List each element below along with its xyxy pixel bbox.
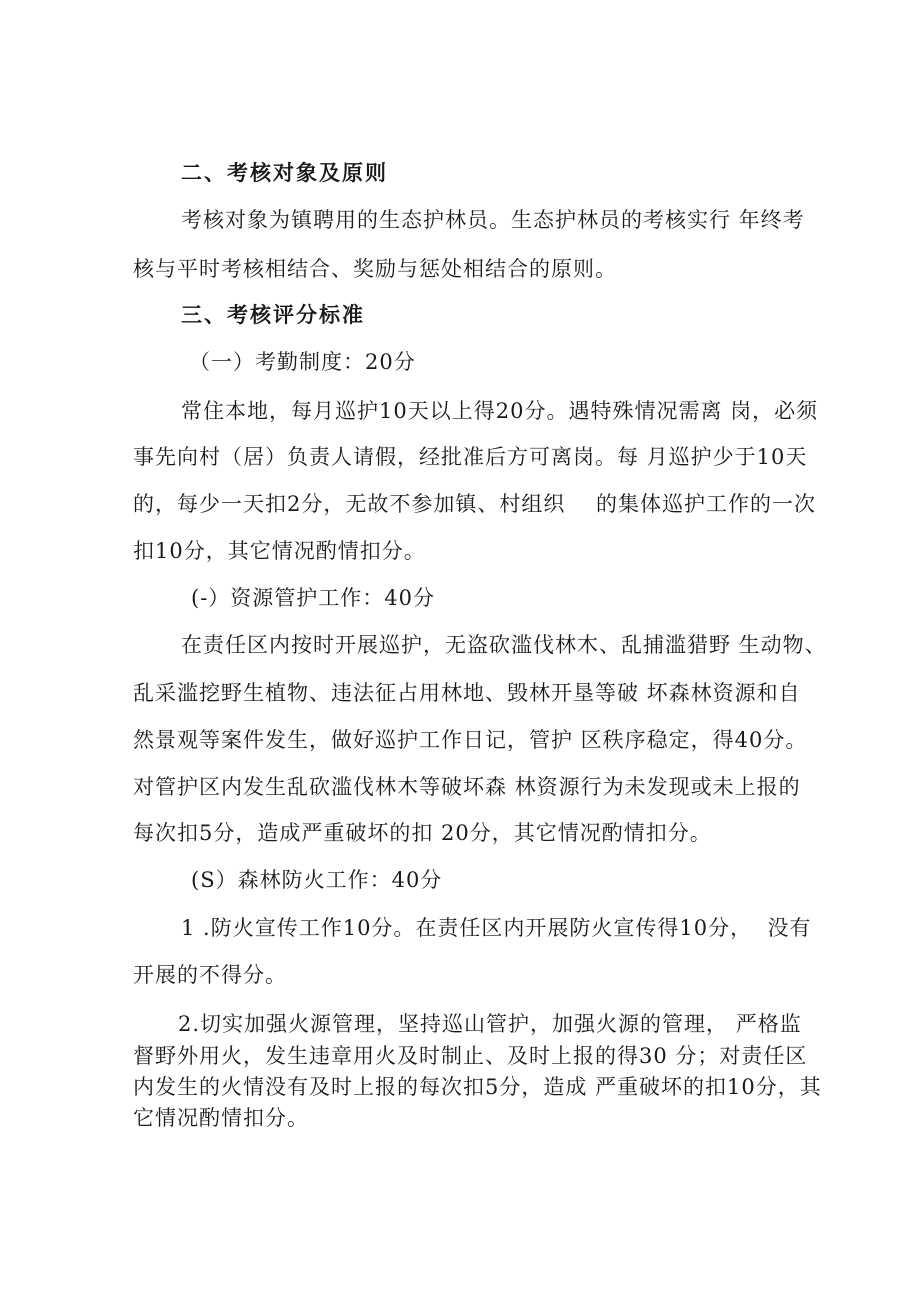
fire-item-2-line: 它情况酌情扣分。 (133, 1106, 309, 1130)
resources-subheading: (-）资源管护工作：40分 (191, 586, 436, 610)
attendance-paragraph-line: 常住本地，每月巡护10天以上得20分。遇特殊情况需离 岗，必须 (181, 399, 819, 423)
attendance-subheading: （一）考勤制度：20分 (189, 350, 416, 374)
fire-item-1-line: 开展的不得分。 (133, 963, 287, 987)
resources-paragraph-line: 然景观等案件发生，做好巡护工作日记，管护 区秩序稳定，得40分。 (133, 728, 808, 752)
fire-item-2-line: 2.切实加强火源管理，坚持巡山管护，加强火源的管理， 严格监 (178, 1012, 802, 1036)
fire-item-2-line: 督野外用火，发生违章用火及时制止、及时上报的得30 分；对责任区 (133, 1044, 808, 1068)
section-2-paragraph-line: 核与平时考核相结合、奖励与惩处相结合的原则。 (133, 257, 617, 281)
attendance-paragraph-line: 扣10分，其它情况酌情扣分。 (133, 539, 426, 563)
resources-paragraph-line: 对管护区内发生乱砍滥伐林木等破坏森 林资源行为未发现或未上报的 (133, 775, 801, 799)
section-2-heading: 二、考核对象及原则 (181, 161, 388, 185)
section-2-paragraph-line: 考核对象为镇聘用的生态护林员。生态护林员的考核实行 年终考 (181, 208, 805, 232)
fire-item-2-line: 内发生的火情没有及时上报的每次扣5分，造成 严重破坏的扣10分，其 (133, 1075, 822, 1099)
fire-subheading: (S）森林防火工作：40分 (191, 868, 443, 892)
resources-paragraph-line: 在责任区内按时开展巡护，无盗砍滥伐林木、乱捕滥猎野 生动物、 (181, 633, 827, 657)
resources-paragraph-line: 每次扣5分，造成严重破坏的扣 20分，其它情况酌情扣分。 (133, 821, 712, 845)
attendance-paragraph-line: 的，每少一天扣2分，无故不参加镇、村组织 的集体巡护工作的一次 (133, 492, 817, 516)
section-3-heading: 三、考核评分标准 (181, 303, 365, 327)
resources-paragraph-line: 乱采滥挖野生植物、违法征占用林地、毁林开垦等破 坏森林资源和自 (133, 681, 801, 705)
attendance-paragraph-line: 事先向村（居）负责人请假，经批准后方可离岗。每 月巡护少于10天 (133, 445, 808, 469)
fire-item-1-line: 1 .防火宣传工作10分。在责任区内开展防火宣传得10分， 没有 (181, 916, 812, 940)
